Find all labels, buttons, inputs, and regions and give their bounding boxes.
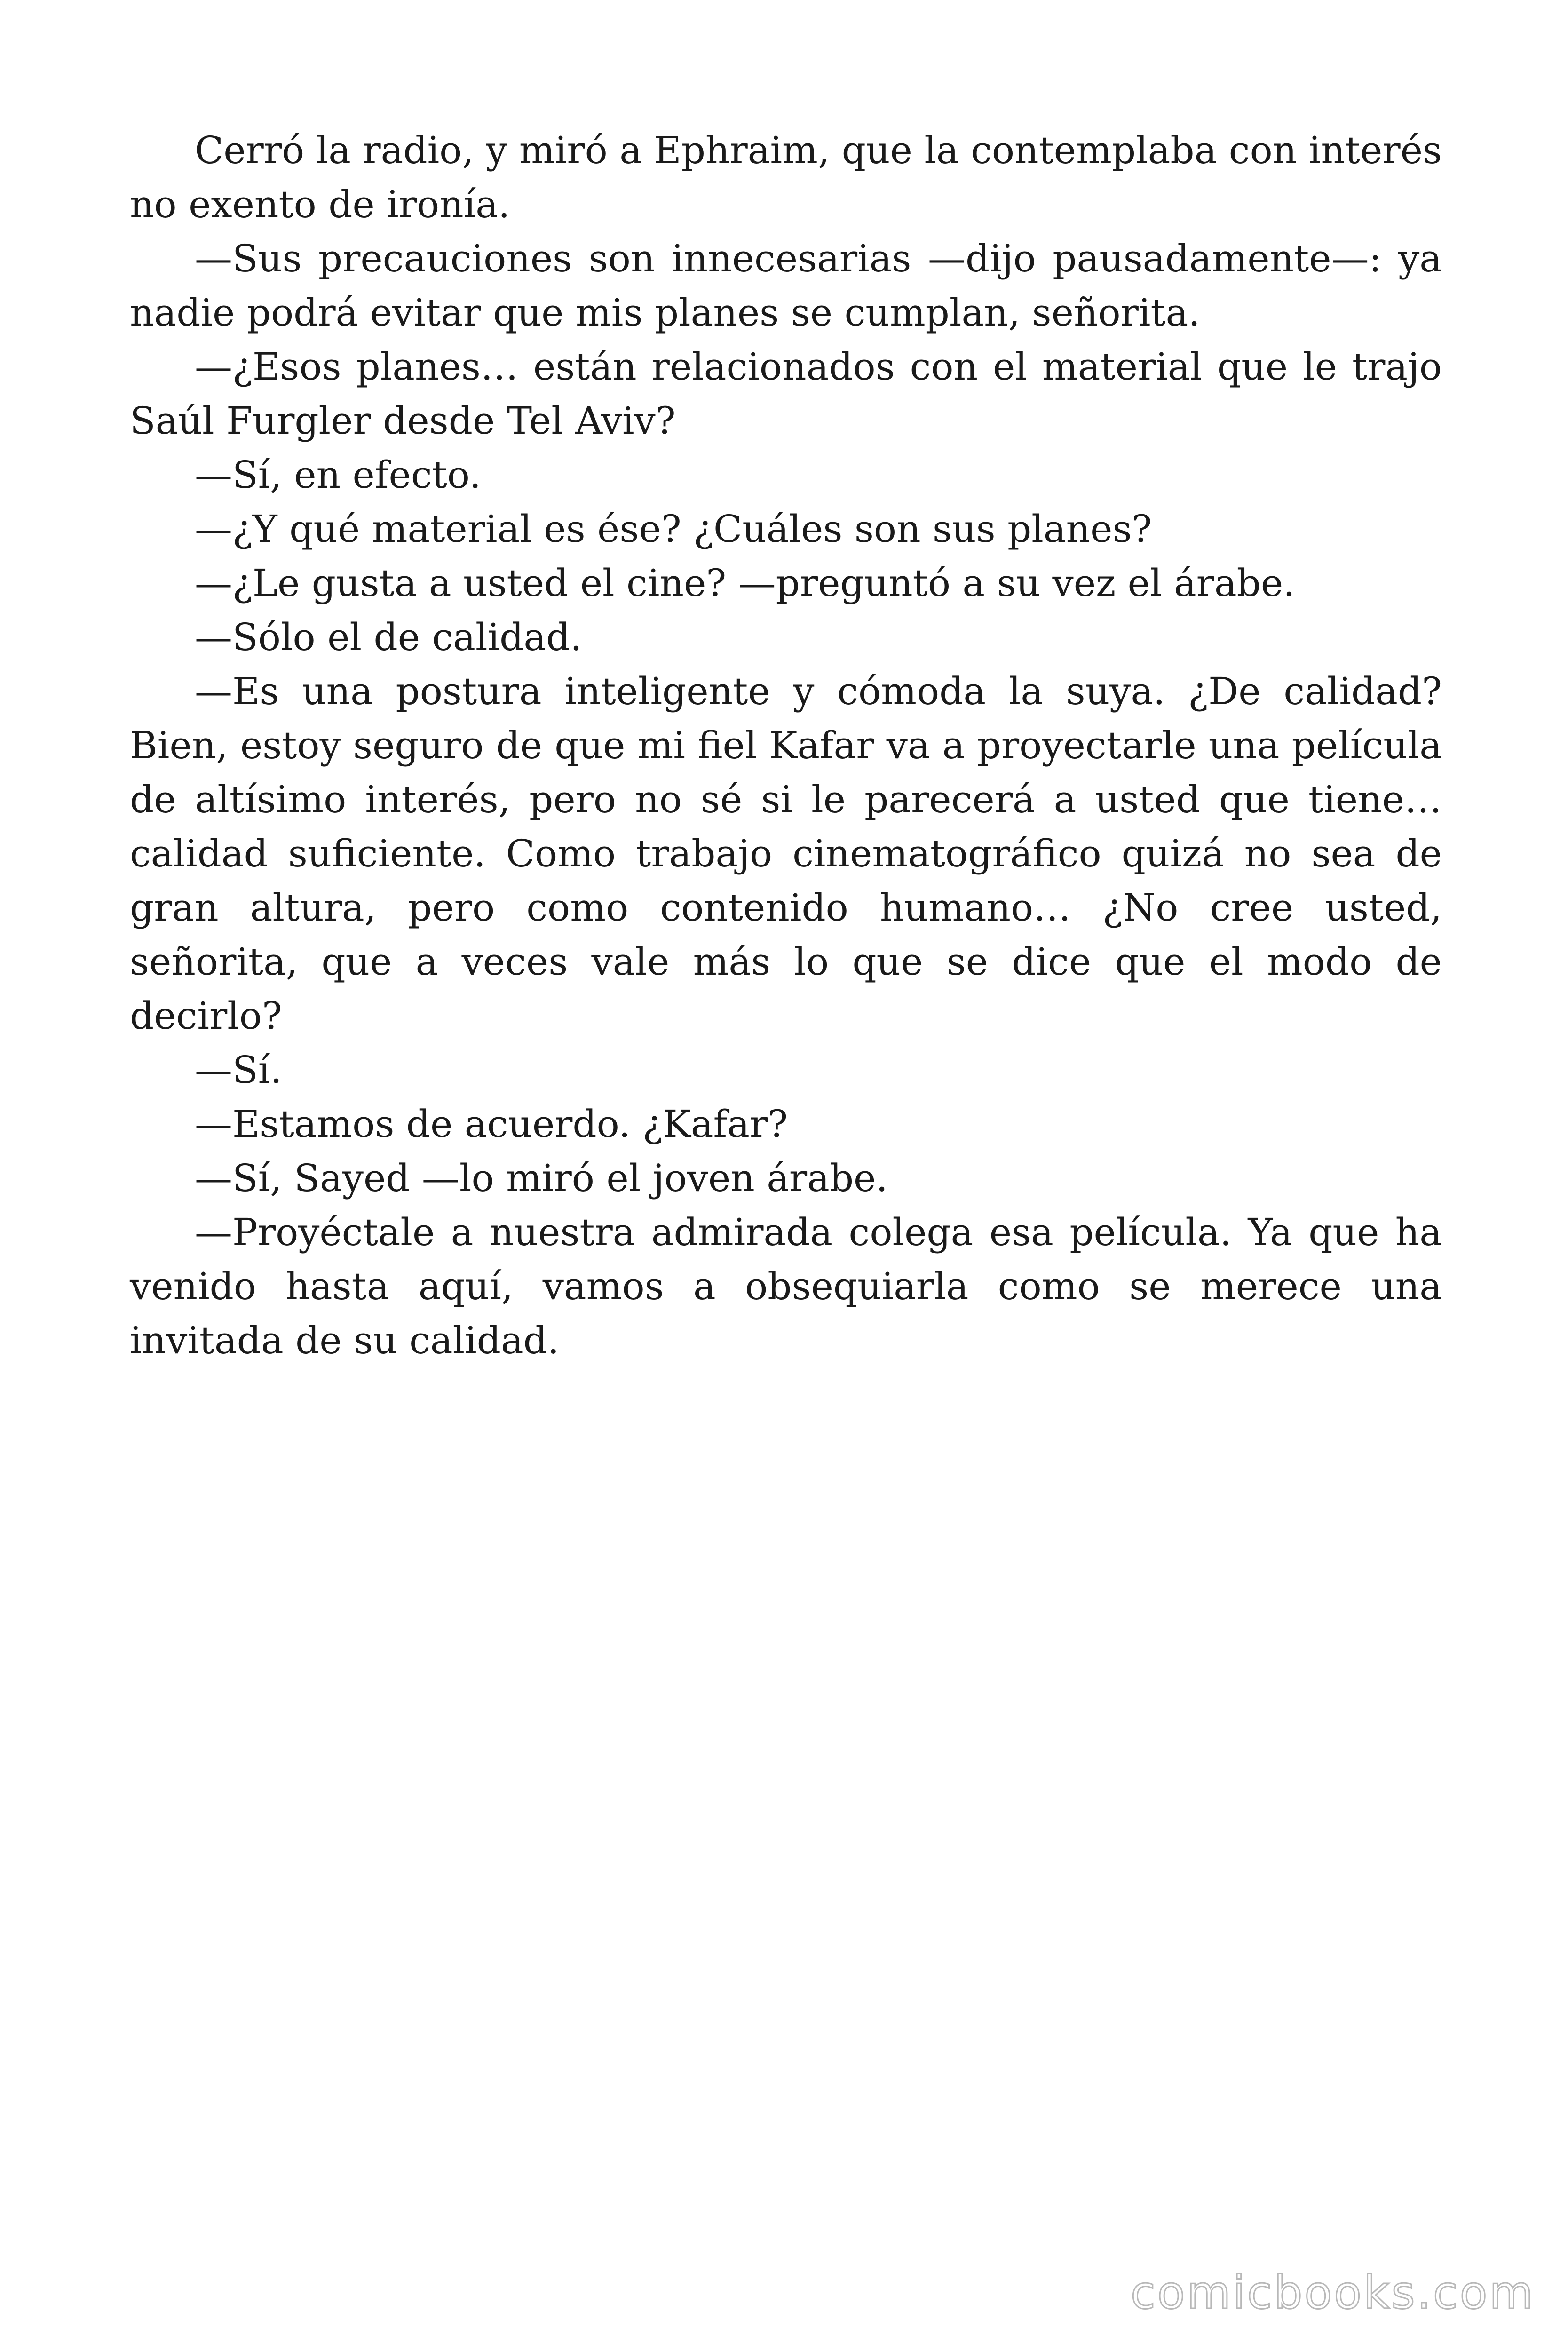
paragraph: —Sí, Sayed —lo miró el joven árabe. bbox=[195, 1156, 888, 1200]
paragraph: —Es una postura inteligente y cómoda la suya. ¿De calidad? Bien, estoy seguro de que mi fiel Kafar va a proyectarle una película de altísimo interés, pero no sé si le parecerá a usted que tiene… calidad suficiente. Como trabajo cinematográfico quizá no sea de gran altura, pero como contenido humano… ¿No cree usted, señorita, que a veces vale más lo que se dice que el modo de decirlo? bbox=[130, 669, 1442, 1038]
body-text bbox=[130, 123, 1442, 1367]
paragraph: —Sólo el de calidad. bbox=[195, 615, 582, 659]
paragraph: —Sí, en efecto. bbox=[195, 453, 481, 497]
paragraph: —Estamos de acuerdo. ¿Kafar? bbox=[195, 1102, 788, 1146]
paragraph: —Sí. bbox=[195, 1048, 282, 1092]
watermark-text: comicbooks.com bbox=[1130, 2266, 1535, 2319]
paragraph: Cerró la radio, y miró a Ephraim, que la contemplaba con interés no exento de ironía. bbox=[130, 128, 1442, 226]
paragraph: —Sus precauciones son innecesarias —dijo pausadamente—: ya nadie podrá evitar que mis planes se cumplan, señorita. bbox=[130, 237, 1442, 334]
paragraph: —Proyéctale a nuestra admirada colega esa película. Ya que ha venido hasta aquí, vamos a obsequiarla como se merece una invitada de su calidad. bbox=[130, 1210, 1442, 1362]
paragraph: —¿Y qué material es ése? ¿Cuáles son sus planes? bbox=[195, 507, 1152, 551]
paragraph: —¿Esos planes… están relacionados con el material que le trajo Saúl Furgler desde Tel Aviv? bbox=[130, 345, 1442, 443]
paragraph: —¿Le gusta a usted el cine? —preguntó a su vez el árabe. bbox=[195, 561, 1295, 605]
